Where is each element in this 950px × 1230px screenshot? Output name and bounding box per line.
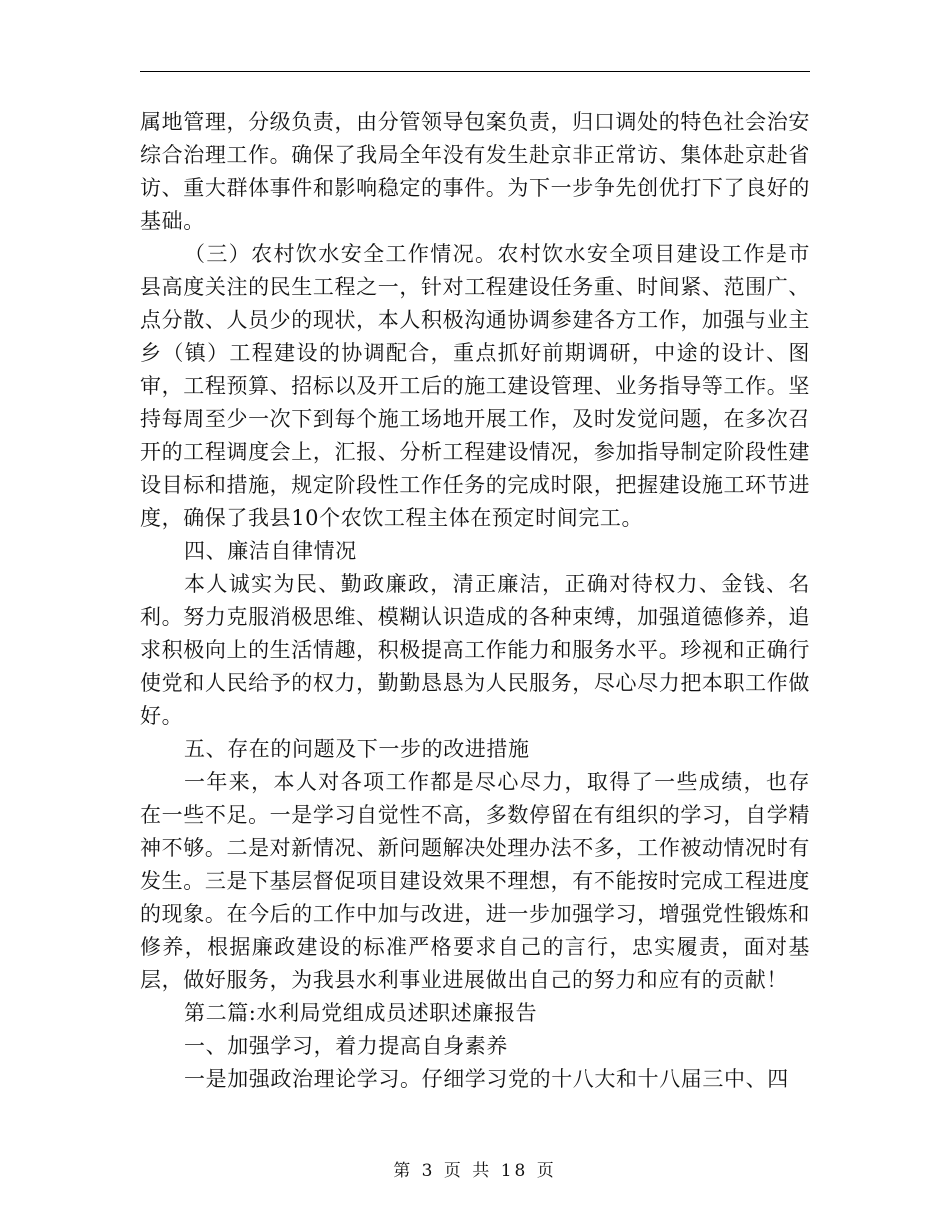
page-number-footer: 第 3 页 共 18 页 (393, 1161, 557, 1181)
section-heading-study: 一、加强学习，着力提高自身素养 (184, 1034, 508, 1058)
paragraph-problems: 一年来，本人对各项工作都是尽心尽力，取得了一些成绩，也存在一些不足。一是学习自觉性不高，多数停留在有组织的学习，自学精神不够。二是对新情况、新问题解决处理办法不多，工作被动情况时有发生。三是下基层督促项目建设效果不理想，有不能按时完成工程进度的现象。在今后的工作中加与改进，进一步加强学习，增强党性锻炼和修养，根据廉政建设的标准严格要求自己的言行，忠实履责，面对基层，做好服务，为我县水利事业进展做出自己的努力和应有的贡献！ (140, 770, 810, 992)
document-body (140, 106, 810, 1096)
header-rule (140, 71, 810, 72)
section-heading-integrity: 四、廉洁自律情况 (184, 539, 357, 563)
paragraph-continuation: 属地管理，分级负责，由分管领导包案负责，归口调处的特色社会治安综合治理工作。确保了我局全年没有发生赴京非正常访、集体赴京赴省访、重大群体事件和影响稳定的事件。为下一步争先创优打下了良好的基础。 (140, 110, 810, 233)
section-heading-problems: 五、存在的问题及下一步的改进措施 (184, 737, 530, 761)
paragraph-study: 一是加强政治理论学习。仔细学习党的十八大和十八届三中、四 (184, 1067, 789, 1091)
chapter-heading-part-two: 第二篇:水利局党组成员述职述廉报告 (184, 1001, 538, 1025)
paragraph-integrity: 本人诚实为民、勤政廉政，清正廉洁，正确对待权力、金钱、名利。努力克服消极思维、模糊认识造成的各种束缚，加强道德修养，追求积极向上的生活情趣，积极提高工作能力和服务水平。珍视和正确行使党和人民给予的权力，勤勤恳恳为人民服务，尽心尽力把本职工作做好。 (140, 572, 810, 728)
paragraph-rural-water-safety: （三）农村饮水安全工作情况。农村饮水安全项目建设工作是市县高度关注的民生工程之一，针对工程建设任务重、时间紧、范围广、点分散、人员少的现状，本人积极沟通协调参建各方工作，加强与业主乡（镇）工程建设的协调配合，重点抓好前期调研，中途的设计、图审，工程预算、招标以及开工后的施工建设管理、业务指导等工作。坚持每周至少一次下到每个施工场地开展工作，及时发觉问题，在多次召开的工程调度会上，汇报、分析工程建设情况，参加指导制定阶段性建设目标和措施，规定阶段性工作任务的完成时限，把握建设施工环节进度，确保了我县10个农饮工程主体在预定时间完工。 (140, 242, 810, 530)
